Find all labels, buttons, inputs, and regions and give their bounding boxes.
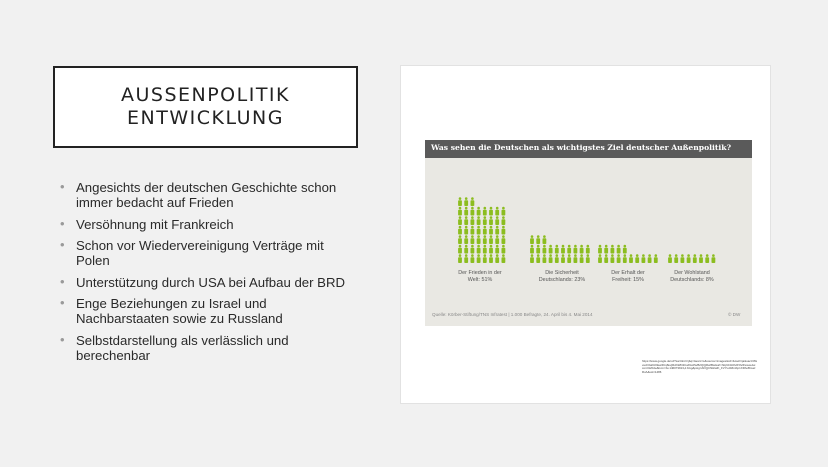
person-icon [495, 245, 499, 254]
person-icon [489, 226, 493, 235]
person-icon [549, 245, 553, 254]
person-icon [477, 207, 481, 216]
person-icon [712, 254, 716, 263]
person-icon [549, 254, 553, 263]
person-icon [502, 226, 506, 235]
category-label-freiheit [593, 270, 663, 283]
category-label-line: Der Erhalt der [611, 270, 645, 276]
chart-source: Quelle: Körber-Stiftung/TNS Infratest | 1.000 Befragte, 24. April bis 4. Mai 2014 [432, 312, 593, 317]
person-icon [483, 254, 487, 263]
person-icon [458, 197, 462, 206]
person-icon [580, 254, 584, 263]
person-icon [681, 254, 685, 263]
bullet-dot-icon: • [60, 295, 65, 310]
person-icon [604, 254, 608, 263]
person-icon [668, 254, 672, 263]
person-icon [464, 216, 468, 225]
person-icon [471, 254, 475, 263]
person-icon [598, 254, 602, 263]
person-icon [567, 245, 571, 254]
person-icon [464, 254, 468, 263]
person-icon [574, 245, 578, 254]
category-label-line: Der Frieden in der [458, 270, 502, 276]
person-icon [536, 254, 540, 263]
person-icon [629, 254, 633, 263]
person-icon [471, 245, 475, 254]
person-icon [586, 254, 590, 263]
person-icon [555, 245, 559, 254]
person-icon [495, 207, 499, 216]
person-icon [477, 245, 481, 254]
person-icon [543, 235, 547, 244]
person-icon [458, 235, 462, 244]
person-icon [561, 254, 565, 263]
person-icon [543, 245, 547, 254]
person-icon [477, 254, 481, 263]
person-icon [623, 254, 627, 263]
person-icon [471, 216, 475, 225]
bullet-text: Unterstützung durch USA bei Aufbau der BRD [76, 274, 346, 290]
bullet-dot-icon: • [60, 179, 65, 194]
person-icon [489, 245, 493, 254]
person-icon [489, 216, 493, 225]
bullet-text: Versöhnung mit Frankreich [76, 216, 234, 232]
person-icon [464, 235, 468, 244]
category-label-line: Deutschlands: 8% [670, 276, 714, 283]
category-label-frieden [445, 270, 515, 283]
bullet-dot-icon: • [60, 331, 65, 347]
category-label-line: Die Sicherheit [545, 270, 579, 276]
person-icon [458, 226, 462, 235]
person-icon [674, 254, 678, 263]
category-label-line: Deutschlands: 23% [538, 276, 586, 283]
title-line-2: ENTWICKLUNG [127, 107, 284, 129]
person-icon [489, 254, 493, 263]
person-icon [464, 226, 468, 235]
person-icon [502, 254, 506, 263]
person-icon [617, 254, 621, 263]
person-icon [495, 226, 499, 235]
person-icon [580, 245, 584, 254]
person-icon [489, 235, 493, 244]
person-icon [477, 235, 481, 244]
person-icon [567, 254, 571, 263]
image-source-url: https://www.google.de/url?sa=i&rct=j&q=&esrc=s&source=images&cd=&cad=rja&uact=8&ved=0ahUKEwiFlrq8ovjRAhWD2CwKHdSvB2QQjRwIBw&url=http%3A%2F%2Fwww.dw.com%2Fde&bvm=bv.146073913,d.bGg&psig=AFQjCNHIaIK_FVYLd0ZmKp1XDhoBmaJRxA&ust=1486 [642, 359, 757, 375]
person-icon [471, 235, 475, 244]
title-line-1: AUSSENPOLITIK [120, 84, 290, 106]
person-icon [458, 254, 462, 263]
person-icon [502, 216, 506, 225]
person-icon [654, 254, 658, 263]
person-icon [530, 245, 534, 254]
person-icon [598, 245, 602, 254]
bullet-text: Schon vor Wiedervereinigung Verträge mit Polen [76, 238, 324, 268]
person-icon [617, 245, 621, 254]
person-icon [471, 197, 475, 206]
category-label-line: Freiheit: 15% [612, 276, 644, 283]
person-icon [530, 235, 534, 244]
person-icon [502, 207, 506, 216]
person-icon [471, 226, 475, 235]
bullet-dot-icon: • [60, 215, 65, 231]
person-icon [483, 235, 487, 244]
person-icon [611, 254, 615, 263]
bullet-text: Selbstdarstellung als verlässlich und berechenbar [76, 332, 289, 363]
person-icon [623, 245, 627, 254]
person-icon [705, 254, 709, 263]
person-icon [502, 245, 506, 254]
person-icon [502, 235, 506, 244]
person-icon [483, 226, 487, 235]
bullet-text: Angesichts der deutschen Geschichte schon immer bedacht auf Frieden [76, 180, 337, 210]
person-icon [477, 216, 481, 225]
person-icon [586, 245, 590, 254]
person-icon [555, 254, 559, 263]
category-label-line: Der Wohlstand [674, 270, 710, 276]
person-icon [495, 235, 499, 244]
person-icon [693, 254, 697, 263]
person-icon [483, 216, 487, 225]
bullet-dot-icon: • [60, 273, 65, 289]
person-icon [611, 245, 615, 254]
person-icon [574, 254, 578, 263]
person-icon [536, 235, 540, 244]
person-icon [495, 216, 499, 225]
person-icon [458, 216, 462, 225]
person-icon [699, 254, 703, 263]
person-icon [489, 207, 493, 216]
category-label-sicherheit [527, 270, 597, 283]
person-icon [483, 207, 487, 216]
person-icon [530, 254, 534, 263]
person-icon [458, 207, 462, 216]
bullet-text: Enge Beziehungen zu Israel und Nachbarstaaten sowie zu Russland [76, 296, 283, 326]
person-icon [648, 254, 652, 263]
person-icon [477, 226, 481, 235]
person-icon [561, 245, 565, 254]
person-icon [495, 254, 499, 263]
person-icon [604, 245, 608, 254]
person-icon [536, 245, 540, 254]
category-label-wohlstand [657, 270, 727, 283]
bullet-dot-icon: • [60, 237, 65, 252]
category-label-line: Welt: 51% [467, 276, 493, 283]
person-icon [635, 254, 639, 263]
person-icon [642, 254, 646, 263]
person-icon [471, 207, 475, 216]
person-icon [543, 254, 547, 263]
person-icon [464, 197, 468, 206]
chart-title: Was sehen die Deutschen als wichtigstes Ziel deutscher Außenpolitik? [431, 143, 732, 152]
chart-brand: © DW [728, 312, 741, 317]
person-icon [687, 254, 691, 263]
person-icon [483, 245, 487, 254]
person-icon [464, 207, 468, 216]
person-icon [464, 245, 468, 254]
person-icon [458, 245, 462, 254]
